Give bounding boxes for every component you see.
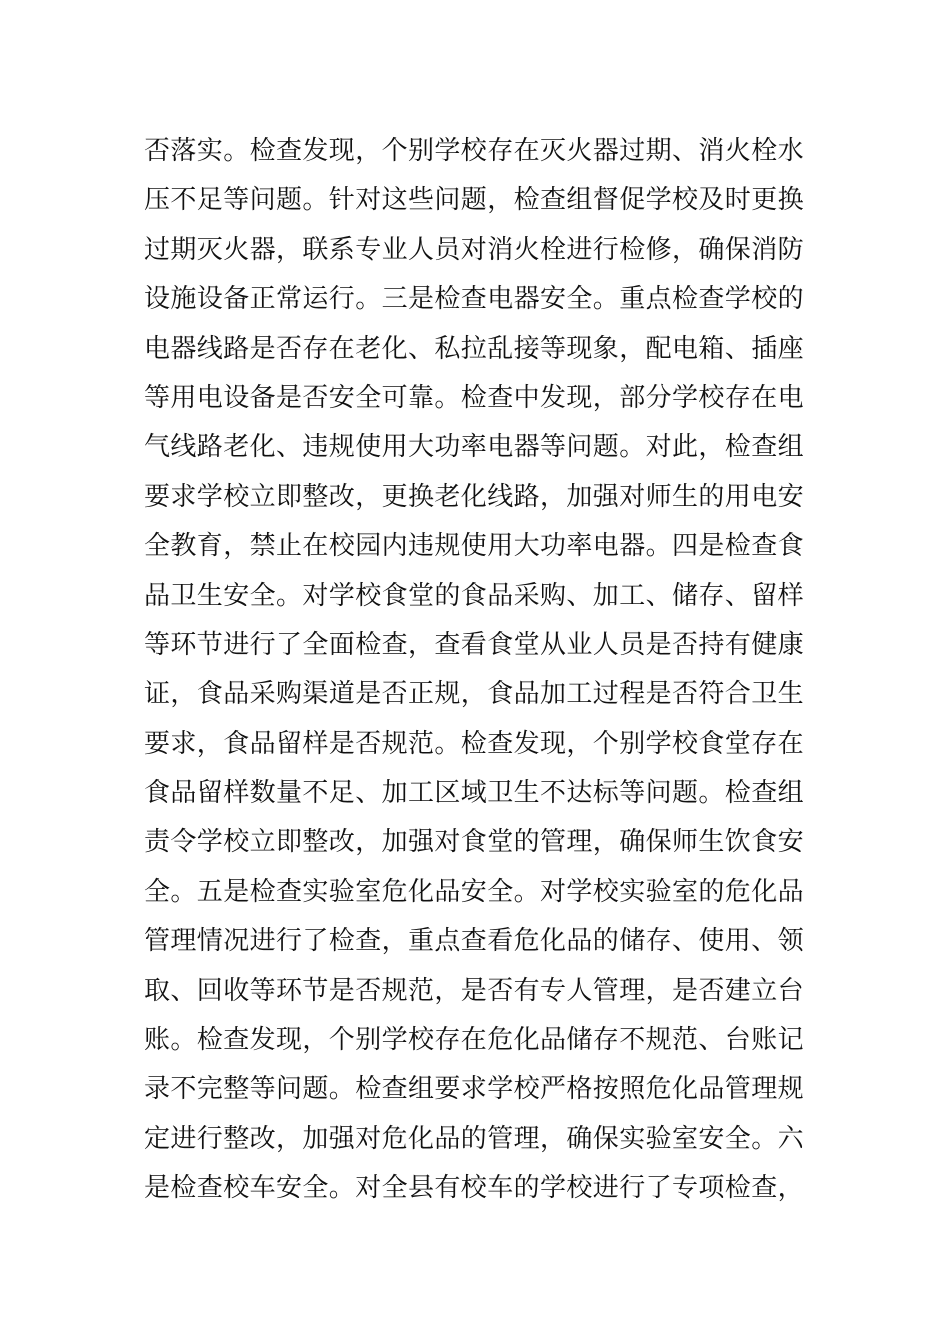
text-line: 证，食品采购渠道是否正规，食品加工过程是否符合卫生 xyxy=(144,679,805,710)
text-line: 过期灭火器，联系专业人员对消火栓进行检修，确保消防 xyxy=(144,234,805,265)
text-line: 取、回收等环节是否规范，是否有专人管理，是否建立台 xyxy=(144,975,805,1006)
text-line: 电器线路是否存在老化、私拉乱接等现象，配电箱、插座 xyxy=(144,333,805,364)
text-line: 是检查校车安全。对全县有校车的学校进行了专项检查， xyxy=(144,1173,805,1204)
text-line: 设施设备正常运行。三是检查电器安全。重点检查学校的 xyxy=(144,284,805,315)
text-line: 管理情况进行了检查，重点查看危化品的储存、使用、领 xyxy=(144,926,805,957)
text-line: 定进行整改，加强对危化品的管理，确保实验室安全。六 xyxy=(144,1123,805,1154)
body-paragraph xyxy=(144,127,814,1214)
text-line: 食品留样数量不足、加工区域卫生不达标等问题。检查组 xyxy=(144,778,805,809)
text-line: 责令学校立即整改，加强对食堂的管理，确保师生饮食安 xyxy=(144,827,805,858)
text-line: 气线路老化、违规使用大功率电器等问题。对此，检查组 xyxy=(144,432,805,463)
text-line: 要求学校立即整改，更换老化线路，加强对师生的用电安 xyxy=(144,481,805,512)
text-line: 否落实。检查发现，个别学校存在灭火器过期、消火栓水 xyxy=(144,136,805,166)
text-line: 品卫生安全。对学校食堂的食品采购、加工、储存、留样 xyxy=(144,580,805,611)
text-line: 全教育，禁止在校园内违规使用大功率电器。四是检查食 xyxy=(144,531,805,562)
text-line: 压不足等问题。针对这些问题，检查组督促学校及时更换 xyxy=(144,185,805,216)
text-line: 全。五是检查实验室危化品安全。对学校实验室的危化品 xyxy=(144,876,805,907)
text-line: 要求，食品留样是否规范。检查发现，个别学校食堂存在 xyxy=(144,728,805,759)
text-line: 账。检查发现，个别学校存在危化品储存不规范、台账记 xyxy=(144,1025,805,1056)
text-line: 录不完整等问题。检查组要求学校严格按照危化品管理规 xyxy=(144,1074,805,1105)
text-line: 等用电设备是否安全可靠。检查中发现，部分学校存在电 xyxy=(144,382,805,413)
text-line: 等环节进行了全面检查，查看食堂从业人员是否持有健康 xyxy=(144,629,805,660)
